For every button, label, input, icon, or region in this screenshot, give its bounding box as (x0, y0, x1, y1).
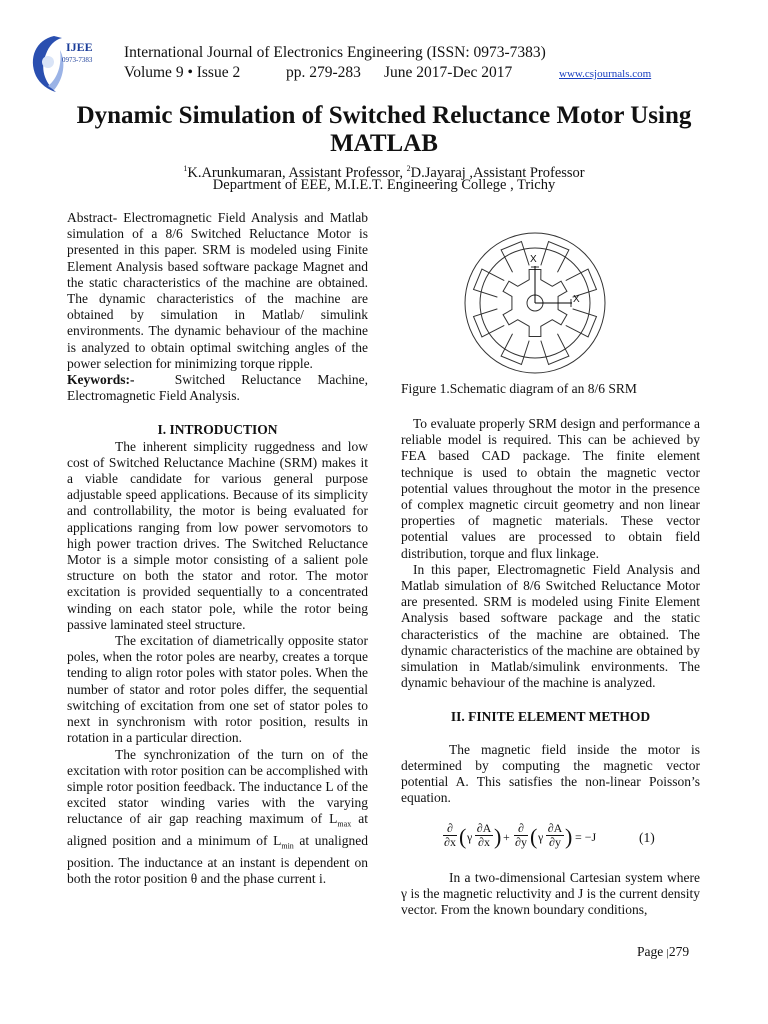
intro-paragraph-3-c: at unaligned position. The inductance at an instant is dependent on both the rotor position θ and the phase current i. (67, 833, 368, 887)
journal-date: June 2017-Dec 2017 (384, 64, 513, 81)
page-label: Page (637, 944, 664, 959)
stator-slot (539, 242, 569, 274)
right-column-continued (401, 870, 700, 919)
srm-schematic-figure (460, 228, 610, 378)
intro-paragraph-3-b: at aligned position and a minimum of L (67, 811, 368, 849)
eq-frac2-num: ∂A (476, 821, 492, 835)
author1-number: 1 (183, 164, 188, 173)
eq-frac2 (475, 822, 493, 849)
stator-slot (501, 333, 531, 365)
figure-caption: Figure 1.Schematic diagram of an 8/6 SRM (401, 381, 637, 396)
eq-frac1 (443, 822, 457, 849)
eq-frac3-den: ∂y (515, 835, 527, 849)
eq-frac4 (546, 822, 564, 849)
author2: D.Jayaraj ,Assistant Professor (410, 164, 585, 181)
right-column (401, 416, 700, 806)
eq-frac1-den: ∂x (444, 835, 456, 849)
stator-slot (501, 242, 531, 274)
srm-diagram (460, 228, 610, 378)
eq-frac2-den: ∂x (475, 835, 493, 849)
eq-paren1-close: ) (494, 824, 502, 849)
journal-volume: Volume 9 • Issue 2 (124, 64, 241, 81)
stator-slot (474, 307, 506, 337)
right-paragraph-1: To evaluate properly SRM design and performance a reliable model is required. This can be achieved by FEA based CAD package. The finite element technique is used to obtain the magnetic vector potential values throughout the motor in the presence of complex magnetic circuit geometry and non linear properties of magnetic materials. These vector potential values are processed to obtain field distribution, torque and flux linkage. (401, 416, 700, 561)
fem-paragraph-2: In a two-dimensional Cartesian system where γ is the magnetic reluctivity and J is the current density vector. From the known boundary conditions, (401, 870, 700, 918)
keywords: Switched Reluctance Machine, Electromagnetic Field Analysis. (67, 372, 368, 404)
logo-subtext: 0973-7383 (62, 56, 93, 64)
section-introduction-heading: I. INTRODUCTION (157, 422, 278, 438)
eq-rhs: = −J (575, 830, 597, 844)
lmin-subscript: min (281, 841, 294, 851)
paper-title-line2: MATLAB (330, 130, 438, 157)
axis-label-x-vertical: X (530, 254, 537, 265)
eq-plus: + (503, 830, 510, 844)
journal-url-link[interactable]: www.csjournals.com (559, 68, 652, 80)
eq-frac1-num: ∂ (447, 821, 453, 835)
affiliation: Department of EEE, M.I.E.T. Engineering College , Trichy (212, 177, 556, 193)
abstract: Abstract- Electromagnetic Field Analysis and Matlab simulation of a 8/6 Switched Reluctance Motor is presented in this paper. SRM is modeled using Finite Element Analysis based software package Magnet and the static characteristics of the machine are obtained. The dynamic characteristics of the machine are obtained by simulation in Matlab/ simulink environments. The dynamic behaviour of the machine is analyzed to obtain optimal switching angles of the power selection for minimizing torque ripple. (67, 210, 368, 371)
lmax-subscript: max (337, 820, 352, 829)
eq-paren1: ( (459, 824, 467, 849)
stator-slot (565, 307, 597, 337)
keywords-paragraph (67, 372, 368, 404)
eq-frac4-den: ∂y (546, 835, 564, 849)
logo-text: IJEE (66, 40, 93, 54)
page-number: 279 (668, 944, 690, 959)
intro-paragraph-2: The excitation of diametrically opposite stator poles, when the rotor poles are nearby, creates a torque tending to align rotor poles with stator poles. When the number of stator and rotor poles differ, the sequential switching of excitation from one set of stator poles to next in synchronism with rotor position, results in rotation in a particular direction. (67, 633, 368, 746)
axis-label-x-horizontal: X (573, 294, 580, 305)
equation-1 (443, 822, 703, 858)
journal-pages: pp. 279-283 (286, 64, 361, 81)
eq-paren2-close: ) (565, 824, 573, 849)
eq-gamma2: γ (538, 830, 544, 844)
keywords-label: Keywords:- (67, 372, 135, 388)
page-separator: | (666, 947, 669, 959)
author2-number: 2 (406, 164, 411, 173)
eq-frac4-num: ∂A (547, 821, 563, 835)
intro-paragraph-3 (67, 747, 368, 888)
fem-paragraph-1: The magnetic field inside the motor is determined by computing the magnetic vector potential A. This satisfies the non-linear Poisson’s equation. (401, 741, 700, 806)
author1: K.Arunkumaran, Assistant Professor, (187, 164, 407, 181)
equation-number: (1) (639, 830, 655, 845)
stator-slot (539, 333, 569, 365)
eq-frac3-num: ∂ (518, 821, 524, 835)
paper-title-line1: Dynamic Simulation of Switched Reluctance Motor Using (76, 102, 692, 129)
eq-paren2: ( (530, 824, 538, 849)
eq-gamma1: γ (467, 830, 473, 844)
stator-slot (565, 269, 597, 299)
left-column (67, 210, 368, 888)
page-footer (637, 944, 689, 960)
journal-name: International Journal of Electronics Engineering (ISSN: 0973-7383) (124, 44, 546, 61)
right-paragraph-2: In this paper, Electromagnetic Field Analysis and Matlab simulation of 8/6 Switched Reluctance Motor are presented. SRM is modeled using Finite Element Analysis based software package and the static characteristics of the machine are obtained. The dynamic characteristics of the machine are obtained by simulation in Matlab/simulink environments. The dynamic behaviour of the machine is analyzed. (401, 561, 700, 691)
intro-paragraph-3-a: The synchronization of the turn on of the excitation with rotor position can be accomplished with simple rotor position feedback. The inductance L of the excited stator winding varies with the varying reluctance of air gap reaching maximum of L (67, 746, 368, 827)
section-fem-heading: II. FINITE ELEMENT METHOD (450, 709, 651, 725)
eq-frac3 (514, 822, 528, 849)
stator-slot (474, 269, 506, 299)
intro-paragraph-1: The inherent simplicity ruggedness and low cost of Switched Reluctance Machine (SRM) makes it a viable candidate for various general purpose adjustable speed applications. Because of its simplicity and controllability, the motor is being evaluated for applications ranging from low power servomotors to high power traction drives. The Switched Reluctance Motor is a simple motor consisting of a salient pole structure on both the stator and rotor. The motor excitation is provided sequentially to a concentrated winding on each stator pole, while the rotor being passive laminated steel structure. (67, 438, 368, 632)
